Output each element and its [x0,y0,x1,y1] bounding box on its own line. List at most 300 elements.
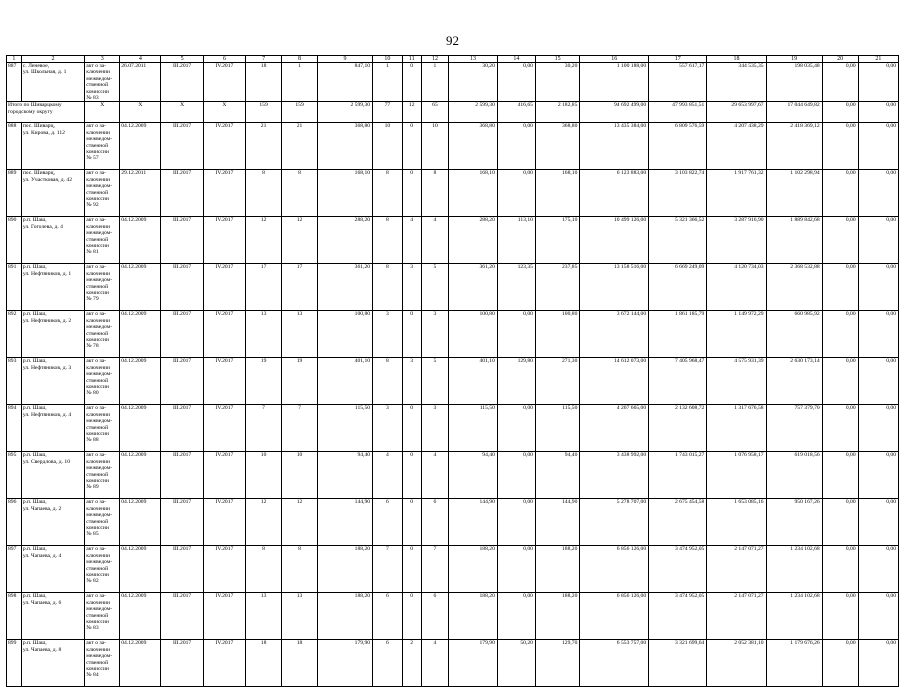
column-number: 9 [318,56,373,63]
address-cell [21,123,84,170]
total-cell-c19: 17 044 649,82 [766,102,822,123]
document-line: ключении [86,317,111,324]
column-number: 7 [246,56,282,63]
value-cell-c21: 0,00 [858,640,898,687]
value-cell-c19: 2 630 173,14 [766,358,822,405]
address-line: ул. Нефтяников, д. 1 [22,270,72,277]
value-cell-c13: 179,90 [449,640,498,687]
value-cell-c11: 3 [402,264,421,311]
document-line: комиссии [86,243,109,250]
value-cell-c11: 0 [402,593,421,640]
document-line: акт о за- [86,452,107,459]
document-line: комиссии [86,149,109,156]
date-cell: 26.07.2011 [120,63,161,102]
table-row [7,546,899,593]
value-cell-c7: 18 [246,640,282,687]
address-line: р.п. Шаш, [22,358,47,365]
document-line: № 92 [86,202,99,209]
value-cell-c16: 13 158 516,00 [580,264,649,311]
value-cell-c10: 3 [373,311,403,358]
value-cell-c15: 271,30 [535,358,579,405]
value-cell-c18: 2 147 071,27 [707,593,766,640]
value-cell-c12: 8 [421,170,449,217]
value-cell-c8: 13 [282,311,318,358]
value-cell-c15: 94,40 [535,452,579,499]
document-line: комиссии [86,431,109,438]
document-line: акт о за- [86,63,107,69]
document-cell [85,499,120,546]
value-cell-c8: 10 [282,452,318,499]
document-line: акт о за- [86,546,107,553]
value-cell-c21: 0,00 [858,593,898,640]
value-cell-c6: IV.2017 [203,264,245,311]
value-cell-c10: 3 [373,405,403,452]
document-line: ключении [86,69,111,76]
value-cell-c7: 7 [246,405,282,452]
value-cell-c20: 0,00 [822,123,858,170]
document-line: № 78 [86,343,99,350]
value-cell-c8: 1 [282,63,318,102]
value-cell-c20: 0,00 [822,499,858,546]
value-cell-c20: 0,00 [822,311,858,358]
document-line: межведом- [86,136,113,143]
total-cell-c3: X [85,102,120,123]
value-cell-c18: 344 535,35 [707,63,766,102]
value-cell-c10: 8 [373,358,403,405]
value-cell-c16: 4 207 665,00 [580,405,649,452]
table-row [7,63,899,102]
value-cell-c16: 5 278 707,00 [580,499,649,546]
date-cell: 04.12.2009 [120,499,161,546]
value-cell-c8: 7 [282,405,318,452]
document-cell [85,593,120,640]
value-cell-c20: 0,00 [822,264,858,311]
value-cell-c18: 1 653 085,16 [707,499,766,546]
value-cell-c15: 175,10 [535,217,579,264]
value-cell-c14: 0,00 [497,170,535,217]
document-line: комиссии [86,525,109,532]
address-line: с. Леневое, [22,63,50,69]
table-row [7,217,899,264]
value-cell-c16: 3 438 992,00 [580,452,649,499]
document-line: № 82 [86,578,99,585]
value-cell-c10: 10 [373,123,403,170]
document-line: комиссии [86,666,109,673]
column-number: 17 [649,56,707,63]
column-number: 15 [535,56,579,63]
document-line: межведом- [86,371,113,378]
value-cell-c12: 10 [421,123,449,170]
value-cell-c11: 0 [402,499,421,546]
value-cell-c6: IV.2017 [203,499,245,546]
table-row [7,499,899,546]
address-line: р.п. Шаш, [22,640,47,647]
address-line: р.п. Шаш, [22,546,47,553]
document-line: межведом- [86,183,113,190]
value-cell-c10: 4 [373,452,403,499]
address-line: р.п. Шаш, [22,405,47,412]
value-cell-c17: 2 675 454,58 [649,499,707,546]
document-line: комиссии [86,478,109,485]
address-line: ул. Чапаева, д. 2 [22,505,62,512]
value-cell-c14: 0,00 [497,499,535,546]
value-cell-c20: 0,00 [822,593,858,640]
value-cell-c13: 30,20 [449,63,498,102]
value-cell-c13: 361,20 [449,264,498,311]
document-line: № 84 [86,672,99,679]
document-line: межведом- [86,512,113,519]
value-cell-c11: 0 [402,452,421,499]
row-number: 894 [7,405,22,452]
table-row [7,123,899,170]
value-cell-c21: 0,00 [858,546,898,593]
row-number: 888 [7,123,22,170]
address-line: ул. Свердлова, д. 10 [22,458,71,465]
address-cell [21,63,84,102]
value-cell-c7: 19 [246,358,282,405]
column-number: 21 [858,56,898,63]
row-number: 893 [7,358,22,405]
date-cell: 04.12.2009 [120,217,161,264]
document-line: ственной [86,330,109,337]
document-line: ственной [86,82,109,89]
address-line: р.п. Шаш, [22,264,47,271]
address-line: ул. Участковая, д. 42 [22,176,73,183]
row-number: 895 [7,452,22,499]
value-cell-c21: 0,00 [858,264,898,311]
document-line: ключении [86,458,111,465]
total-cell-c16: 94 692 499,00 [580,102,649,123]
document-line: комиссии [86,572,109,579]
value-cell-c11: 0 [402,170,421,217]
document-line: № 81 [86,249,99,256]
value-cell-c13: 115,50 [449,405,498,452]
value-cell-c21: 0,00 [858,405,898,452]
value-cell-c8: 12 [282,217,318,264]
value-cell-c12: 6 [421,593,449,640]
document-line: ственной [86,189,109,196]
total-cell-c12: 65 [421,102,449,123]
value-cell-c15: 168,10 [535,170,579,217]
value-cell-c11: 2 [402,640,421,687]
total-label [7,102,85,123]
document-line: ключении [86,411,111,418]
date-cell: 04.12.2009 [120,452,161,499]
document-line: межведом- [86,418,113,425]
value-cell-c7: 8 [246,170,282,217]
value-cell-c15: 100,80 [535,311,579,358]
document-line: акт о за- [86,405,107,412]
column-number: 5 [161,56,203,63]
address-cell [21,264,84,311]
value-cell-c13: 144,90 [449,499,498,546]
document-line: ключении [86,129,111,136]
value-cell-c13: 100,80 [449,311,498,358]
column-number: 3 [85,56,120,63]
address-line: р.п. Шаш, [22,452,47,459]
row-number: 889 [7,170,22,217]
document-line: межведом- [86,277,113,284]
column-number: 2 [21,56,84,63]
table-row [7,452,899,499]
value-cell-c6: IV.2017 [203,358,245,405]
document-line: № 79 [86,296,99,303]
document-line: ключении [86,646,111,653]
document-line: ственной [86,236,109,243]
value-cell-c12: 5 [421,264,449,311]
value-cell-c19: 619 018,56 [766,452,822,499]
value-cell-c10: 8 [373,217,403,264]
value-cell-c19: 757 379,70 [766,405,822,452]
value-cell-c14: 0,00 [497,63,535,102]
value-cell-c7: 10 [246,452,282,499]
value-cell-c17: 1 743 015,27 [649,452,707,499]
value-cell-c19: 2 418 369,12 [766,123,822,170]
value-cell-c13: 168,10 [449,170,498,217]
address-line: ул. Нефтяников, д. 2 [22,317,72,324]
address-line: ул. Гоголева, д. 4 [22,223,63,230]
value-cell-c17: 6 669 249,09 [649,264,707,311]
column-number: 16 [580,56,649,63]
document-line: акт о за- [86,593,107,600]
value-cell-c10: 6 [373,593,403,640]
address-line: ул. Школьная, д. 1 [22,69,67,76]
total-cell-c8: 159 [282,102,318,123]
address-cell [21,217,84,264]
document-line: ключении [86,364,111,371]
value-cell-c7: 8 [246,546,282,593]
document-line: ключении [86,176,111,183]
document-line: межведом- [86,75,113,82]
value-cell-c19: 1 234 102,68 [766,546,822,593]
value-cell-c19: 1 102 298,94 [766,170,822,217]
value-cell-c17: 5 321 366,52 [649,217,707,264]
document-cell [85,63,120,102]
document-line: ственной [86,612,109,619]
document-line: межведом- [86,559,113,566]
document-line: ственной [86,518,109,525]
value-cell-c19: 1 179 676,26 [766,640,822,687]
document-cell [85,358,120,405]
address-line: ул. Нефтяников, д. 3 [22,364,72,371]
value-cell-c11: 4 [402,217,421,264]
value-cell-c16: 3 672 144,00 [580,311,649,358]
value-cell-c7: 18 [246,63,282,102]
value-cell-c17: 3 103 822,74 [649,170,707,217]
value-cell-c7: 12 [246,217,282,264]
document-line: акт о за- [86,170,107,177]
document-line: акт о за- [86,217,107,224]
value-cell-c21: 0,00 [858,170,898,217]
value-cell-c14: 0,00 [497,405,535,452]
address-line: ул. Чапаева, д. 6 [22,599,62,606]
total-cell-c6: X [203,102,245,123]
value-cell-c13: 288,20 [449,217,498,264]
value-cell-c16: 6 553 757,00 [580,640,649,687]
value-cell-c12: 3 [421,311,449,358]
value-cell-c5: III.2017 [161,593,203,640]
value-cell-c12: 4 [421,640,449,687]
document-line: межведом- [86,324,113,331]
value-cell-c20: 0,00 [822,405,858,452]
document-line: № 57 [86,155,99,162]
value-cell-c19: 1 889 842,68 [766,217,822,264]
document-line: № 89 [86,484,99,491]
document-line: межведом- [86,653,113,660]
value-cell-c14: 113,10 [497,217,535,264]
value-cell-c8: 12 [282,499,318,546]
document-cell [85,452,120,499]
value-cell-c19: 950 167,26 [766,499,822,546]
value-cell-c17: 3 474 952,05 [649,546,707,593]
value-cell-c16: 6 856 126,00 [580,546,649,593]
address-cell [21,311,84,358]
value-cell-c18: 1 076 958,17 [707,452,766,499]
document-cell [85,640,120,687]
document-line: межведом- [86,606,113,613]
value-cell-c6: IV.2017 [203,217,245,264]
value-cell-c14: 50,20 [497,640,535,687]
column-number: 11 [402,56,421,63]
value-cell-c5: III.2017 [161,452,203,499]
document-line: комиссии [86,619,109,626]
value-cell-c5: III.2017 [161,311,203,358]
document-line: ключении [86,223,111,230]
total-cell-c15: 2 182,85 [535,102,579,123]
housing-table [6,55,899,687]
value-cell-c18: 1 149 972,29 [707,311,766,358]
value-cell-c17: 557 617,17 [649,63,707,102]
value-cell-c14: 0,00 [497,452,535,499]
value-cell-c8: 18 [282,640,318,687]
value-cell-c15: 188,20 [535,546,579,593]
document-line: ственной [86,377,109,384]
value-cell-c16: 13 435 384,00 [580,123,649,170]
row-number: 896 [7,499,22,546]
value-cell-c13: 94,40 [449,452,498,499]
value-cell-c16: 10 499 126,00 [580,217,649,264]
value-cell-c14: 0,00 [497,593,535,640]
document-line: комиссии [86,384,109,391]
address-cell [21,499,84,546]
value-cell-c13: 401,10 [449,358,498,405]
value-cell-c15: 129,70 [535,640,579,687]
value-cell-c17: 1 861 185,79 [649,311,707,358]
date-cell: 04.12.2009 [120,264,161,311]
value-cell-c16: 14 612 073,00 [580,358,649,405]
table-row [7,170,899,217]
value-cell-c5: III.2017 [161,170,203,217]
value-cell-c15: 188,20 [535,593,579,640]
value-cell-c9: 288,20 [318,217,373,264]
value-cell-c11: 0 [402,63,421,102]
value-cell-c21: 0,00 [858,217,898,264]
value-cell-c12: 5 [421,358,449,405]
value-cell-c16: 1 100 188,00 [580,63,649,102]
value-cell-c7: 21 [246,123,282,170]
value-cell-c18: 1 917 761,32 [707,170,766,217]
total-cell-c9: 2 599,30 [318,102,373,123]
table-row [7,264,899,311]
document-line: ственной [86,142,109,149]
value-cell-c6: IV.2017 [203,640,245,687]
row-number: 892 [7,311,22,358]
value-cell-c14: 0,00 [497,546,535,593]
total-label-line: Итого по Шиварцкому [8,102,62,109]
value-cell-c11: 3 [402,358,421,405]
value-cell-c10: 8 [373,170,403,217]
value-cell-c15: 30,20 [535,63,579,102]
value-cell-c9: 368,80 [318,123,373,170]
total-row [7,102,899,123]
value-cell-c8: 19 [282,358,318,405]
document-line: комиссии [86,196,109,203]
date-cell: 04.12.2009 [120,123,161,170]
document-line: акт о за- [86,123,107,130]
value-cell-c12: 4 [421,217,449,264]
value-cell-c21: 0,00 [858,123,898,170]
value-cell-c16: 6 856 126,00 [580,593,649,640]
value-cell-c9: 168,10 [318,170,373,217]
row-number: 890 [7,217,22,264]
address-cell [21,640,84,687]
row-number: 887 [7,63,22,102]
document-line: № 83 [86,625,99,632]
total-cell-c10: 77 [373,102,403,123]
column-number: 6 [203,56,245,63]
address-cell [21,452,84,499]
address-line: р.п. Шаш, [22,217,47,224]
address-cell [21,593,84,640]
document-line: ключении [86,270,111,277]
value-cell-c18: 4 207 438,29 [707,123,766,170]
column-number: 10 [373,56,403,63]
value-cell-c7: 13 [246,311,282,358]
value-cell-c11: 0 [402,546,421,593]
value-cell-c6: IV.2017 [203,405,245,452]
column-number: 14 [497,56,535,63]
document-cell [85,546,120,593]
value-cell-c6: IV.2017 [203,63,245,102]
column-number: 8 [282,56,318,63]
value-cell-c19: 1 234 102,68 [766,593,822,640]
value-cell-c14: 0,00 [497,123,535,170]
value-cell-c20: 0,00 [822,358,858,405]
address-line: пос. Шиварц, [22,170,55,177]
value-cell-c14: 123,35 [497,264,535,311]
address-cell [21,546,84,593]
document-line: комиссии [86,290,109,297]
value-cell-c20: 0,00 [822,170,858,217]
value-cell-c18: 2 147 071,27 [707,546,766,593]
value-cell-c14: 0,00 [497,311,535,358]
column-number: 13 [449,56,498,63]
table-row [7,593,899,640]
address-line: р.п. Шаш, [22,311,47,318]
column-number: 19 [766,56,822,63]
row-number: 891 [7,264,22,311]
value-cell-c12: 4 [421,452,449,499]
value-cell-c18: 1 317 676,58 [707,405,766,452]
document-line: комиссии [86,337,109,344]
document-line: № 85 [86,531,99,538]
document-cell [85,264,120,311]
value-cell-c6: IV.2017 [203,170,245,217]
value-cell-c14: 129,80 [497,358,535,405]
column-number-row [7,56,899,63]
value-cell-c5: III.2017 [161,499,203,546]
value-cell-c5: III.2017 [161,63,203,102]
